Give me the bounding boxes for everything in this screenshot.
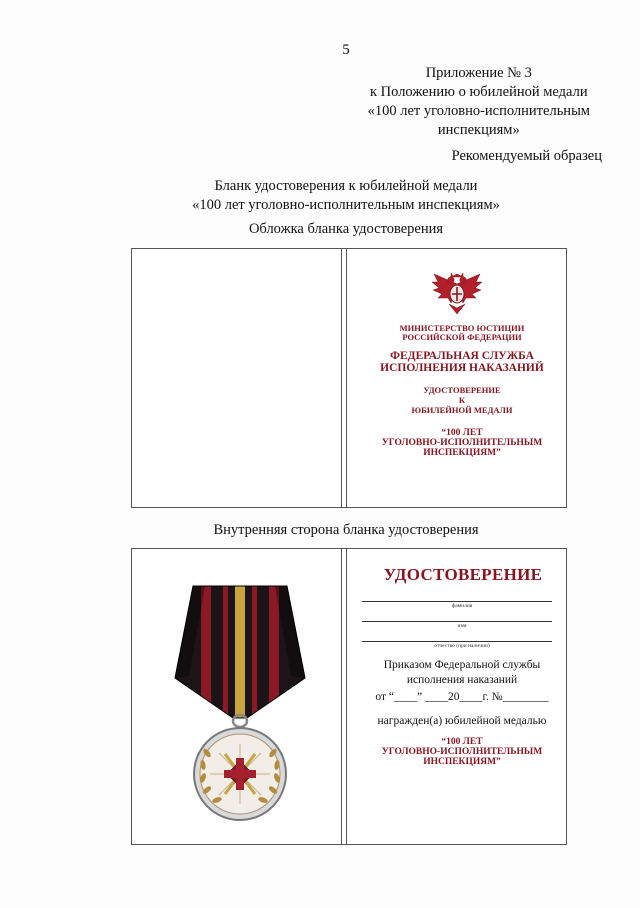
inner-medal-name: [342, 737, 582, 767]
order-date-number-line: от “____” ____20____г. №________: [375, 691, 549, 703]
cover-medal-line-1: “100 ЛЕТ: [441, 428, 483, 438]
ministry-line-1: МИНИСТЕРСТВО ЮСТИЦИИ: [399, 323, 525, 333]
cover-spine-line-left: [341, 248, 342, 508]
certificate-heading: УДОСТОВЕРЕНИЕ: [383, 565, 543, 584]
patronymic-label: отчество (при наличии): [434, 643, 490, 649]
inner-medal-line-2: УГОЛОВНО-ИСПОЛНИТЕЛЬНЫМ: [381, 747, 543, 757]
order-line-2: исполнения наказаний: [406, 674, 518, 686]
surname-label: фамилия: [451, 603, 473, 609]
jubilee-medal-image: [165, 578, 315, 826]
service-name: [342, 350, 582, 374]
awarded-text: награжден(а) юбилейной медалью: [377, 715, 547, 727]
appendix-block: [368, 64, 590, 140]
cover-section-title: Обложка бланка удостоверения: [248, 221, 444, 237]
name-line[interactable]: [362, 621, 552, 622]
cover-panel: [131, 248, 567, 508]
patronymic-line[interactable]: [362, 641, 552, 642]
page-number: 5: [342, 42, 350, 58]
cover-cert-line-3: ЮБИЛЕЙНОЙ МЕДАЛИ: [411, 405, 513, 415]
fsin-eagle-emblem-icon: [430, 270, 484, 318]
blank-title: [0, 177, 640, 215]
surname-line[interactable]: [362, 601, 552, 602]
name-label: имя: [457, 623, 467, 629]
cover-medal-name: [342, 428, 582, 458]
appendix-line-1: Приложение № 3: [425, 65, 532, 81]
order-text: [342, 658, 582, 688]
appendix-line-4: инспекциям»: [437, 122, 520, 138]
ministry-name: [342, 324, 582, 342]
appendix-line-3: «100 лет уголовно-исполнительным: [367, 103, 590, 119]
cover-medal-line-3: ИНСПЕКЦИЯМ”: [423, 448, 501, 458]
ministry-line-2: РОССИЙСКОЙ ФЕДЕРАЦИИ: [402, 332, 522, 342]
cover-spine-line-right: [346, 248, 347, 508]
recommended-sample: Рекомендуемый образец: [451, 148, 602, 164]
appendix-line-2: к Положению о юбилейной медали: [370, 84, 588, 100]
blank-title-line-2: «100 лет уголовно-исполнительным инспекциям»: [192, 197, 500, 213]
inner-medal-line-1: “100 ЛЕТ: [441, 737, 483, 747]
inner-section-title: Внутренняя сторона бланка удостоверения: [213, 522, 479, 538]
cover-medal-line-2: УГОЛОВНО-ИСПОЛНИТЕЛЬНЫМ: [381, 438, 543, 448]
cover-certificate-caption: [342, 385, 582, 415]
inner-medal-line-3: ИНСПЕКЦИЯМ”: [423, 757, 501, 767]
blank-title-line-1: Бланк удостоверения к юбилейной медали: [214, 178, 478, 194]
cover-cert-line-2: К: [458, 395, 466, 405]
order-line-1: Приказом Федеральной службы: [383, 659, 541, 671]
cover-cert-line-1: УДОСТОВЕРЕНИЕ: [423, 385, 501, 395]
service-line-1: ФЕДЕРАЛЬНАЯ СЛУЖБА: [390, 350, 534, 362]
service-line-2: ИСПОЛНЕНИЯ НАКАЗАНИЙ: [380, 362, 544, 374]
